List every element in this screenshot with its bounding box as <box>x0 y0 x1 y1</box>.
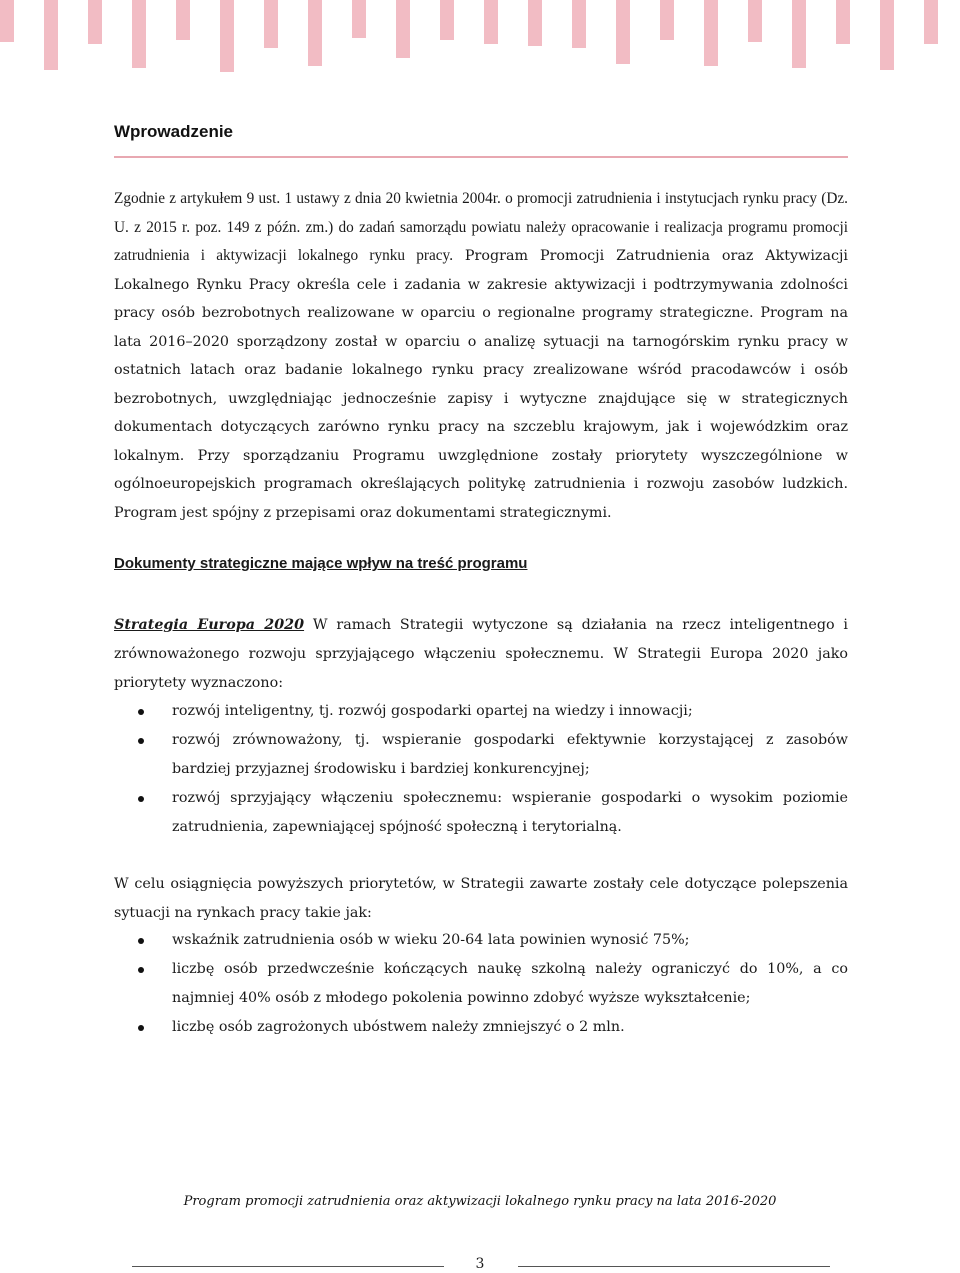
decor-bar <box>836 0 850 44</box>
decor-bar <box>616 0 630 64</box>
footer-rule-right <box>518 1266 830 1267</box>
decor-bar <box>880 0 894 70</box>
list-item: rozwój sprzyjający włączeniu społecznemu: wspieranie gospodarki o wysokim poziomie zatrudnienia, zapewniającej spójność społeczną i terytorialną. <box>114 784 848 842</box>
list-item: rozwój zrównoważony, tj. wspieranie gospodarki efektywnie korzystającej z zasobów bardziej przyjaznej środowisku i bardziej konkurencyjnej; <box>114 726 848 784</box>
strategy-description: W ramach Strategii wytyczone są działania na rzecz inteligentnego i zrównoważonego rozwoju sprzyjającego włączeniu społecznemu. W Strategii Europa 2020 jako priorytety wyznaczono: <box>114 617 848 691</box>
decor-bar <box>264 0 278 48</box>
priorities-list <box>114 697 848 842</box>
list-item: rozwój inteligentny, tj. rozwój gospodarki opartej na wiedzy i innowacji; <box>114 697 848 726</box>
intro-paragraph <box>114 185 848 527</box>
targets-intro-paragraph: W celu osiągnięcia powyższych priorytetów, w Strategii zawarte zostały cele dotyczące polepszenia sytuacji na rynkach pracy takie jak: <box>114 876 848 921</box>
footer-document-title: Program promocji zatrudnienia oraz aktywizacji lokalnego rynku pracy na lata 2016-2020 <box>183 1194 777 1209</box>
section-heading: Dokumenty strategiczne mające wpływ na treść programu <box>114 555 528 572</box>
decor-bar <box>572 0 586 48</box>
list-item: liczbę osób przedwcześnie kończących naukę szkolną należy ograniczyć do 10%, a co najmniej 40% osób z młodego pokolenia powinno zdobyć wyższe wykształcenie; <box>114 955 848 1013</box>
decor-bar <box>660 0 674 40</box>
header-decoration-bars <box>0 0 960 80</box>
decor-bar <box>484 0 498 44</box>
decor-bar <box>88 0 102 44</box>
decor-bar <box>308 0 322 66</box>
intro-lead-text: Zgodnie z artykułem 9 ust. 1 ustawy z dnia 20 kwietnia 2004r. o promocji zatrudnienia i instytucjach rynku pracy (Dz. U. z 2015 r. poz. 149 z późn. zm.) do zadań samorządu powiatu należy opracowanie i realizacja programu promocji zatrudnienia i aktywizacji lokalnego rynku pracy. <box>114 190 848 264</box>
decor-bar <box>352 0 366 38</box>
decor-bar <box>0 0 14 42</box>
decor-bar <box>748 0 762 42</box>
footer-rule-left <box>132 1266 444 1267</box>
decor-bar <box>440 0 454 40</box>
targets-list <box>114 926 848 1042</box>
intro-body-text: Program Promocji Zatrudnienia oraz Aktywizacji Lokalnego Rynku Pracy określa cele i zadania w zakresie aktywizacji i podtrzymywania zdolności pracy osób bezrobotnych realizowane w oparciu o regionalne programy strategiczne. Program na lata 2016–2020 sporządzony został w oparciu o analizę sytuacji na tarnogórskim rynku pracy w ostatnich latach oraz badanie lokalnego rynku pracy zrealizowane wśród pracodawców i osób bezrobotnych, uwzględniając jednocześnie zapisy i wytyczne znajdujące się w strategicznych dokumentach dotyczących zarówno rynku pracy na szczeblu krajowym, jak i wojewódzkim oraz lokalnym. Przy sporządzaniu Programu uwzględnione zostały priorytety wyszczególnione w ogólnoeuropejskich programach określających politykę zatrudnienia i rozwoju zasobów ludzkich. Program jest spójny z przepisami oraz dokumentami strategicznymi. <box>114 248 848 521</box>
decor-bar <box>924 0 938 44</box>
list-item: wskaźnik zatrudnienia osób w wieku 20-64 lata powinien wynosić 75%; <box>114 926 848 955</box>
list-item: liczbę osób zagrożonych ubóstwem należy zmniejszyć o 2 mln. <box>114 1013 848 1042</box>
decor-bar <box>44 0 58 70</box>
decor-bar <box>528 0 542 46</box>
decor-bar <box>704 0 718 66</box>
strategy-name: Strategia Europa 2020 <box>114 617 305 633</box>
page-number: 3 <box>475 1256 485 1272</box>
decor-bar <box>792 0 806 68</box>
page-title: Wprowadzenie <box>114 122 234 141</box>
decor-bar <box>176 0 190 40</box>
decor-bar <box>132 0 146 68</box>
strategy-paragraph <box>114 611 848 698</box>
decor-bar <box>396 0 410 58</box>
title-underline-rule <box>114 156 848 158</box>
decor-bar <box>220 0 234 72</box>
